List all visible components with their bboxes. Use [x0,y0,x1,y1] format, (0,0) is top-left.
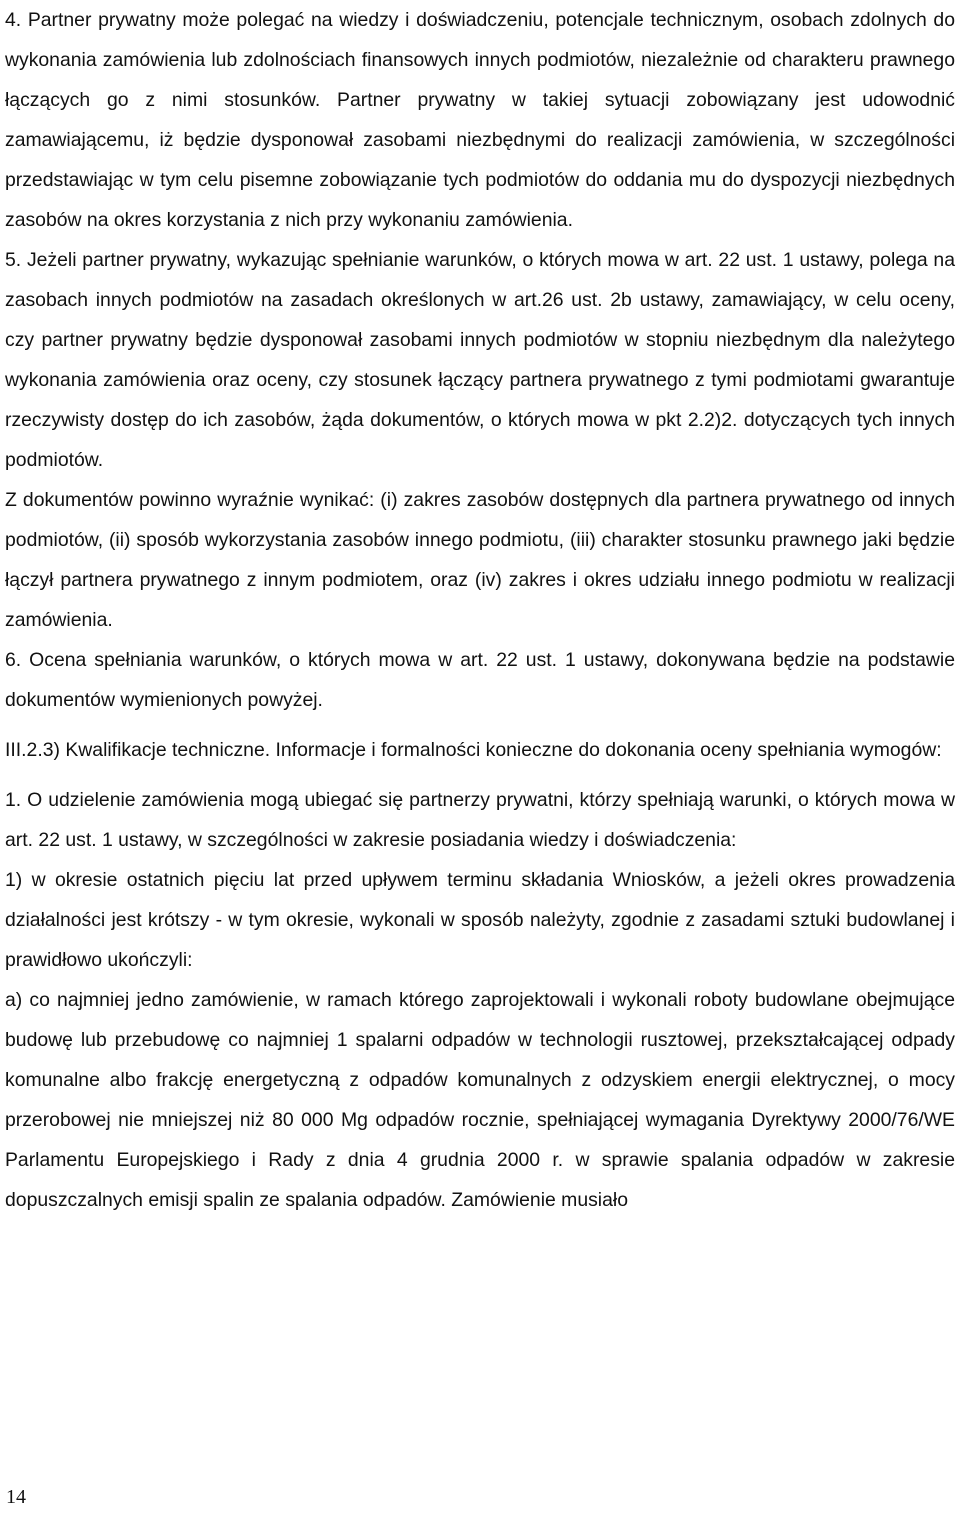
section-heading-technical-qualifications: III.2.3) Kwalifikacje techniczne. Informacje i formalności konieczne do dokonania oceny spełniania wymogów: [5,739,942,761]
paragraph-condition-1: 1. O udzielenie zamówienia mogą ubiegać się partnerzy prywatni, którzy spełniają warunki, o których mowa w art. 22 ust. 1 ustawy, w szczególności w zakresie posiadania wiedzy i doświadczenia: [5,789,955,851]
paragraph-condition-1-1: 1) w okresie ostatnich pięciu lat przed upływem terminu składania Wniosków, a jeżeli okres prowadzenia działalności jest krótszy - w tym okresie, wykonali w sposób należyty, zgodnie z zasadami sztuki budowlanej i prawidłowo ukończyli: [5,869,955,971]
document-page [5,0,955,1220]
paragraph-documents-requirements: Z dokumentów powinno wyraźnie wynikać: (i) zakres zasobów dostępnych dla partnera prywatnego od innych podmiotów, (ii) sposób wykorzystania zasobów innego podmiotu, (iii) charakter stosunku prawnego jaki będzie łączył partnera prywatnego z innym podmiotem, oraz (iv) zakres i okres udziału innego podmiotu w realizacji zamówienia. [5,489,955,631]
paragraph-condition-1-1-a: a) co najmniej jedno zamówienie, w ramach którego zaprojektowali i wykonali roboty budowlane obejmujące budowę lub przebudowę co najmniej 1 spalarni odpadów w technologii rusztowej, przekształcającej odpady komunalne albo frakcję energetyczną z odpadów komunalnych z odzyskiem energii elektrycznej, o mocy przerobowej nie mniejszej niż 80 000 Mg odpadów rocznie, spełniającej wymagania Dyrektywy 2000/76/WE Parlamentu Europejskiego i Rady z dnia 4 grudnia 2000 r. w sprawie spalania odpadów w zakresie dopuszczalnych emisji spalin ze spalania odpadów. Zamówienie musiało [5,989,955,1211]
paragraph-point-4: 4. Partner prywatny może polegać na wiedzy i doświadczeniu, potencjale technicznym, osobach zdolnych do wykonania zamówienia lub zdolnościach finansowych innych podmiotów, niezależnie od charakteru prawnego łączących go z nimi stosunków. Partner prywatny w takiej sytuacji zobowiązany jest udowodnić zamawiającemu, iż będzie dysponował zasobami niezbędnymi do realizacji zamówienia, w szczególności przedstawiając w tym celu pisemne zobowiązanie tych podmiotów do oddania mu do dyspozycji niezbędnych zasobów na okres korzystania z nich przy wykonaniu zamówienia. [5,9,955,231]
paragraph-point-6: 6. Ocena spełniania warunków, o których mowa w art. 22 ust. 1 ustawy, dokonywana będzie na podstawie dokumentów wymienionych powyżej. [5,649,955,711]
paragraph-point-5: 5. Jeżeli partner prywatny, wykazując spełnianie warunków, o których mowa w art. 22 ust. 1 ustawy, polega na zasobach innych podmiotów na zasadach określonych w art.26 ust. 2b ustawy, zamawiający, w celu oceny, czy partner prywatny będzie dysponował zasobami innych podmiotów w stopniu niezbędnym dla należytego wykonania zamówienia oraz oceny, czy stosunek łączący partnera prywatnego z tymi podmiotami gwarantuje rzeczywisty dostęp do ich zasobów, żąda dokumentów, o których mowa w pkt 2.2)2. dotyczących tych innych podmiotów. [5,249,955,471]
page-number: 14 [6,1486,26,1508]
